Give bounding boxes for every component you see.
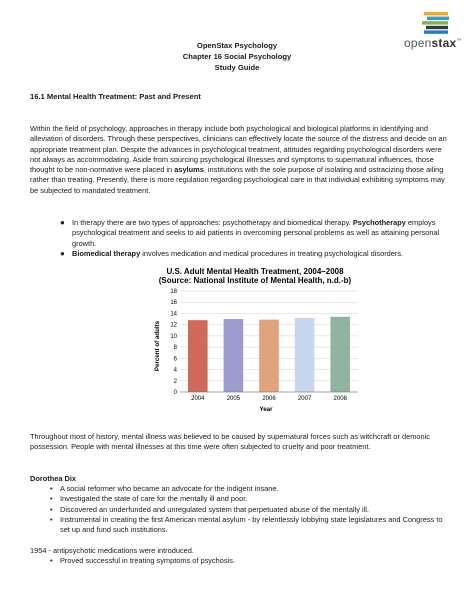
list-item: • A social reformer who became an advocate for the indigent insane. [50,484,279,493]
header-line-2: Chapter 16 Social Psychology [182,52,292,61]
bar-2006 [259,320,279,392]
history-paragraph: Throughout most of history, mental illness was believed to be caused by supernatural forces such as witchcraft or demonic possession. People with mental illnesses at this time were often subjected to cruelty and poor treatment. [30,432,430,452]
y-tick-label: 2 [173,378,177,385]
list-item: ● Biomedical therapy involves medication and medical procedures in treating psychological disorders. [60,248,404,258]
bullet-icon: • [50,556,53,565]
list-item: • Discovered an underfunded and unregulated system that perpetuated abuse of the mentally ill. [50,504,369,514]
mental-health-bar-chart [148,266,362,416]
x-tick-label: 2005 [226,396,241,402]
x-tick-label: 2007 [297,396,312,402]
y-tick-label: 12 [170,322,177,329]
openstax-wordmark: openstax™ [404,36,462,50]
bar-2005 [224,319,244,392]
y-axis-label: Percent of adults [154,320,161,372]
event-1954-list [30,556,450,566]
y-tick-label: 4 [173,367,177,374]
bar-2007 [295,318,315,392]
y-tick-label: 8 [173,345,177,352]
list-item: • Investigated the state of care for the mentally ill and poor. [50,494,248,504]
x-axis-label: Year [259,406,273,413]
dix-heading: Dorothea Dix [30,474,76,483]
document-header [0,40,474,73]
x-tick-label: 2006 [262,396,276,402]
bullet-icon: • [50,504,53,514]
y-tick-label: 16 [170,300,177,307]
list-item: • Instrumental in creating the first American mental asylum - by relentlessly lobbying state legislatures and Congress to set up and fund such institutions. [50,514,443,535]
bar-2008 [330,317,350,392]
bullet-icon: ● [60,218,65,227]
bullet-icon: • [50,484,53,493]
section-title: 16.1 Mental Health Treatment: Past and Present [30,92,201,101]
bar-2004 [188,320,208,392]
y-tick-label: 18 [170,289,177,295]
bullet-icon: • [50,514,53,524]
y-tick-label: 10 [170,333,177,340]
header-line-1: OpenStax Psychology [196,41,278,50]
bullet-icon: • [50,494,53,504]
list-item: • Proved successful in treating symptoms of psychosis. [50,556,235,565]
x-tick-label: 2004 [191,396,205,402]
header-line-3: Study Guide [214,63,260,72]
y-tick-label: 6 [173,356,177,363]
chart-title: U.S. Adult Mental Health Treatment, 2004–2008 [166,267,344,276]
y-tick-label: 0 [173,390,177,396]
x-tick-label: 2008 [333,396,347,402]
chart-subtitle: (Source: National Institute of Mental Health, n.d.-b) [158,276,352,285]
bullet-icon: ● [60,248,65,258]
approaches-list [30,218,450,259]
event-1954: 1954 - antipsychotic medications were introduced. [30,546,194,555]
list-item: ● In therapy there are two types of approaches: psychotherapy and biomedical therapy. Psychotherapy employs psychological treatment and seeks to aid patients in overcoming personal problems as well as attaining personal growth. [60,218,440,248]
dix-list [30,484,450,535]
intro-paragraph: Within the field of psychology, approaches in therapy include both psychological and biological platforms in identifying and alleviation of disorders. Through these perspectives, clinicians can effectively locate the source of the distress and decide on an appropriate treatment plan. Despite the advances in psychological treatment, attitudes regarding psychological disorders were not always as accommodating. Aside from sourcing psychological illnesses and symptoms to supernatural influences, those thought to be non-normative were placed in asylums, institutions with the sole purpose of isolating and ostracizing those ailing rather than treating. Presently, there is more regulation regarding psychological care in that individual exhibiting symptoms may be subjected to mandated treatment. [30,124,447,195]
y-tick-label: 14 [170,311,177,318]
